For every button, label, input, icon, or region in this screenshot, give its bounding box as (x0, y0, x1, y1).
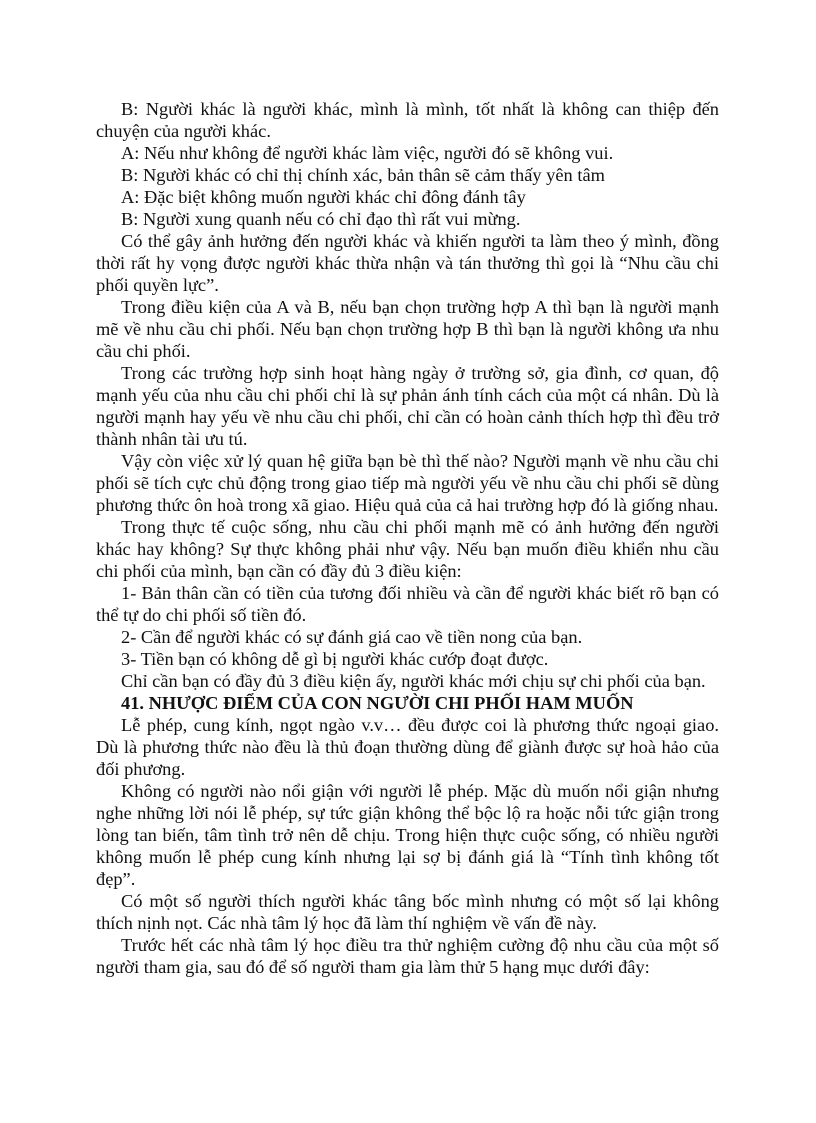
paragraph: Lễ phép, cung kính, ngọt ngào v.v… đều được coi là phương thức ngoại giao. Dù là phương thức nào đều là thủ đoạn thường dùng để giành được sự hoà hảo của đối phương. (96, 715, 719, 779)
paragraph: Trong các trường hợp sinh hoạt hàng ngày ở trường sở, gia đình, cơ quan, độ mạnh yếu của nhu cầu chi phối chỉ là sự phản ánh tính cách của một cá nhân. Dù là người mạnh hay yếu về nhu cầu chi phối, chỉ cần có hoàn cảnh thích hợp thì đều trở thành nhân tài ưu tú. (96, 363, 719, 449)
paragraph: B: Người khác có chỉ thị chính xác, bản thân sẽ cảm thấy yên tâm (121, 165, 605, 185)
paragraph: B: Người khác là người khác, mình là mình, tốt nhất là không can thiệp đến chuyện của người khác. (96, 99, 719, 141)
list-item: 1- Bản thân cần có tiền của tương đối nhiều và cần để người khác biết rõ bạn có thể tự do chi phối số tiền đó. (96, 583, 719, 625)
paragraph: B: Người xung quanh nếu có chỉ đạo thì rất vui mừng. (121, 209, 521, 229)
list-item: 2- Cần để người khác có sự đánh giá cao về tiền nong của bạn. (121, 627, 583, 647)
paragraph: Có một số người thích người khác tâng bốc mình nhưng có một số lại không thích nịnh nọt. Các nhà tâm lý học đã làm thí nghiệm về vấn đề này. (96, 891, 719, 933)
paragraph: A: Nếu như không để người khác làm việc, người đó sẽ không vui. (121, 143, 614, 163)
paragraph: Trong thực tế cuộc sống, nhu cầu chi phối mạnh mẽ có ảnh hưởng đến người khác hay không? Sự thực không phải như vậy. Nếu bạn muốn điều khiển nhu cầu chi phối của mình, bạn cần có đầy đủ 3 điều kiện: (96, 517, 719, 581)
paragraph: Có thể gây ảnh hưởng đến người khác và khiến người ta làm theo ý mình, đồng thời rất hy vọng được người khác thừa nhận và tán thưởng thì gọi là “Nhu cầu chi phối quyền lực”. (96, 231, 719, 295)
paragraph: Không có người nào nổi giận với người lễ phép. Mặc dù muốn nổi giận nhưng nghe những lời nói lễ phép, sự tức giận không thể bộc lộ ra hoặc nỗi tức giận trong lòng tan biến, tâm tình trở nên dễ chịu. Trong hiện thực cuộc sống, có nhiều người không muốn lễ phép cung kính nhưng lại sợ bị đánh giá là “Tính tình không tốt đẹp”. (96, 781, 719, 889)
paragraph: A: Đặc biệt không muốn người khác chỉ đông đánh tây (121, 187, 526, 207)
paragraph: Trong điều kiện của A và B, nếu bạn chọn trường hợp A thì bạn là người mạnh mẽ về nhu cầu chi phối. Nếu bạn chọn trường hợp B thì bạn là người không ưa nhu cầu chi phối. (96, 297, 719, 361)
section-heading: 41. NHƯỢC ĐIỂM CỦA CON NGƯỜI CHI PHỐI HAM MUỐN (121, 693, 634, 713)
paragraph: Vậy còn việc xử lý quan hệ giữa bạn bè thì thế nào? Người mạnh về nhu cầu chi phối sẽ tích cực chủ động trong giao tiếp mà người yếu về nhu cầu chi phối sẽ dùng phương thức ôn hoà trong xã giao. Hiệu quả của cả hai trường hợp đó là giống nhau. (96, 451, 719, 515)
list-item: 3- Tiền bạn có không dễ gì bị người khác cướp đoạt được. (121, 649, 549, 669)
paragraph: Trước hết các nhà tâm lý học điều tra thử nghiệm cường độ nhu cầu của một số người tham gia, sau đó để số người tham gia làm thử 5 hạng mục dưới đây: (96, 935, 719, 977)
paragraph: Chỉ cần bạn có đầy đủ 3 điều kiện ấy, người khác mới chịu sự chi phối của bạn. (121, 671, 706, 691)
document-page (96, 98, 719, 978)
